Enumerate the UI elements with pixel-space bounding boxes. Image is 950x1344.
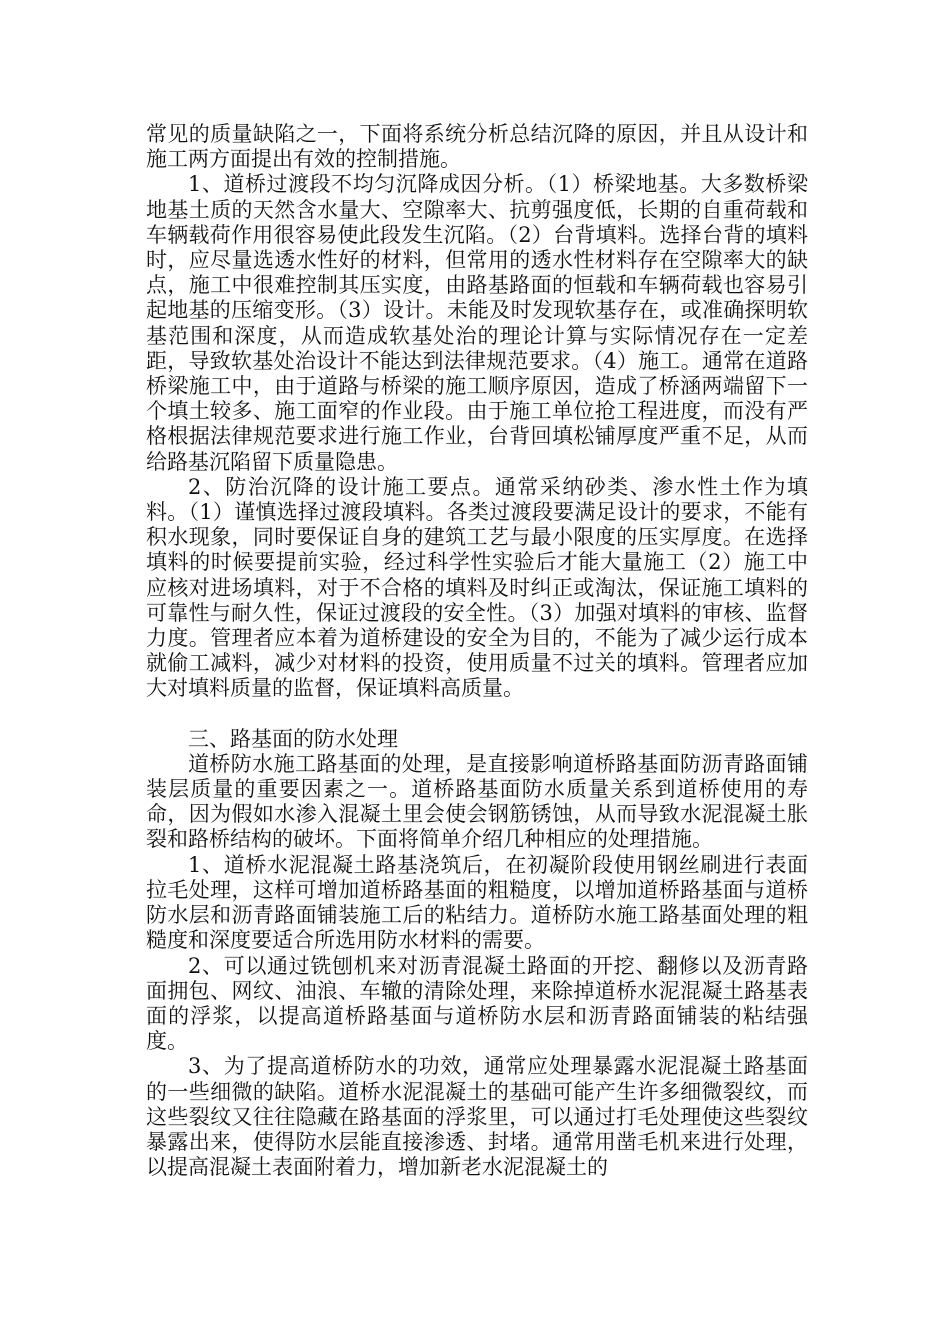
paragraph-measure-3: 3、为了提高道桥防水的功效，通常应处理暴露水泥混凝土路基面的一些细微的缺陷。道桥水泥混凝土的基础可能产生许多细微裂纹，而这些裂纹又往往隐藏在路基面的浮浆里，可以通过打毛处理使这些裂纹暴露出来，使得防水层能直接渗透、封堵。通常用凿毛机来进行处理，以提高混凝土表面附着力，增加新老水泥混凝土的 — [146, 1054, 808, 1180]
paragraph-measure-1: 1、道桥水泥混凝土路基浇筑后，在初凝阶段使用钢丝刷进行表面拉毛处理，这样可增加道桥路基面的粗糙度，以增加道桥路基面与道桥防水层和沥青路面铺装施工后的粘结力。道桥防水施工路基面处理的粗糙度和深度要适合所选用防水材料的需要。 — [146, 852, 808, 953]
paragraph-waterproofing-intro: 道桥防水施工路基面的处理，是直接影响道桥路基面防沥青路面铺装层质量的重要因素之一。道桥路基面防水质量关系到道桥使用的寿命，因为假如水渗入混凝土里会使会钢筋锈蚀，从而导致水泥混凝土胀裂和路桥结构的破坏。下面将简单介绍几种相应的处理措施。 — [146, 751, 808, 852]
document-page — [146, 122, 808, 1180]
section-heading-waterproofing: 三、路基面的防水处理 — [188, 726, 398, 751]
paragraph-settlement-causes: 1、道桥过渡段不均匀沉降成因分析。（1）桥梁地基。大多数桥梁地基土质的天然含水量大、空隙率大、抗剪强度低，长期的自重荷载和车辆载荷作用很容易使此段发生沉陷。（2）台背填料。选择台背的填料时，应尽量选透水性好的材料，但常用的透水性材料存在空隙率大的缺点，施工中很难控制其压实度，由路基路面的恒载和车辆荷载也容易引起地基的压缩变形。（3）设计。未能及时发现软基存在，或准确探明软基范围和深度，从而造成软基处治的理论计算与实际情况存在一定差距，导致软基处治设计不能达到法律规范要求。（4）施工。通常在道路桥梁施工中，由于道路与桥梁的施工顺序原因，造成了桥涵两端留下一个填土较多、施工面窄的作业段。由于施工单位抢工程进度，而没有严格根据法律规范要求进行施工作业，台背回填松铺厚度严重不足，从而给路基沉陷留下质量隐患。 — [146, 172, 808, 474]
paragraph-spacer — [146, 702, 808, 727]
paragraph-intro-continued: 常见的质量缺陷之一，下面将系统分析总结沉降的原因，并且从设计和施工两方面提出有效的控制措施。 — [146, 122, 808, 172]
paragraph-measure-2: 2、可以通过铣刨机来对沥青混凝土路面的开挖、翻修以及沥青路面拥包、网纹、油浪、车辙的清除处理，来除掉道桥水泥混凝土路基表面的浮浆，以提高道桥路基面与道桥防水层和沥青路面铺装的粘结强度。 — [146, 953, 808, 1054]
paragraph-settlement-prevention: 2、防治沉降的设计施工要点。通常采纳砂类、渗水性土作为填料。（1）谨慎选择过渡段填料。各类过渡段要满足设计的要求，不能有积水现象，同时要保证自身的建筑工艺与最小限度的压实厚度。在选择填料的时候要提前实验，经过科学性实验后才能大量施工（2）施工中应核对进场填料，对于不合格的填料及时纠正或淘汰，保证施工填料的可靠性与耐久性，保证过渡段的安全性。（3）加强对填料的审核、监督力度。管理者应本着为道桥建设的安全为目的，不能为了减少运行成本就偷工减料，减少对材料的投资，使用质量不过关的填料。管理者应加大对填料质量的监督，保证填料高质量。 — [146, 474, 808, 701]
